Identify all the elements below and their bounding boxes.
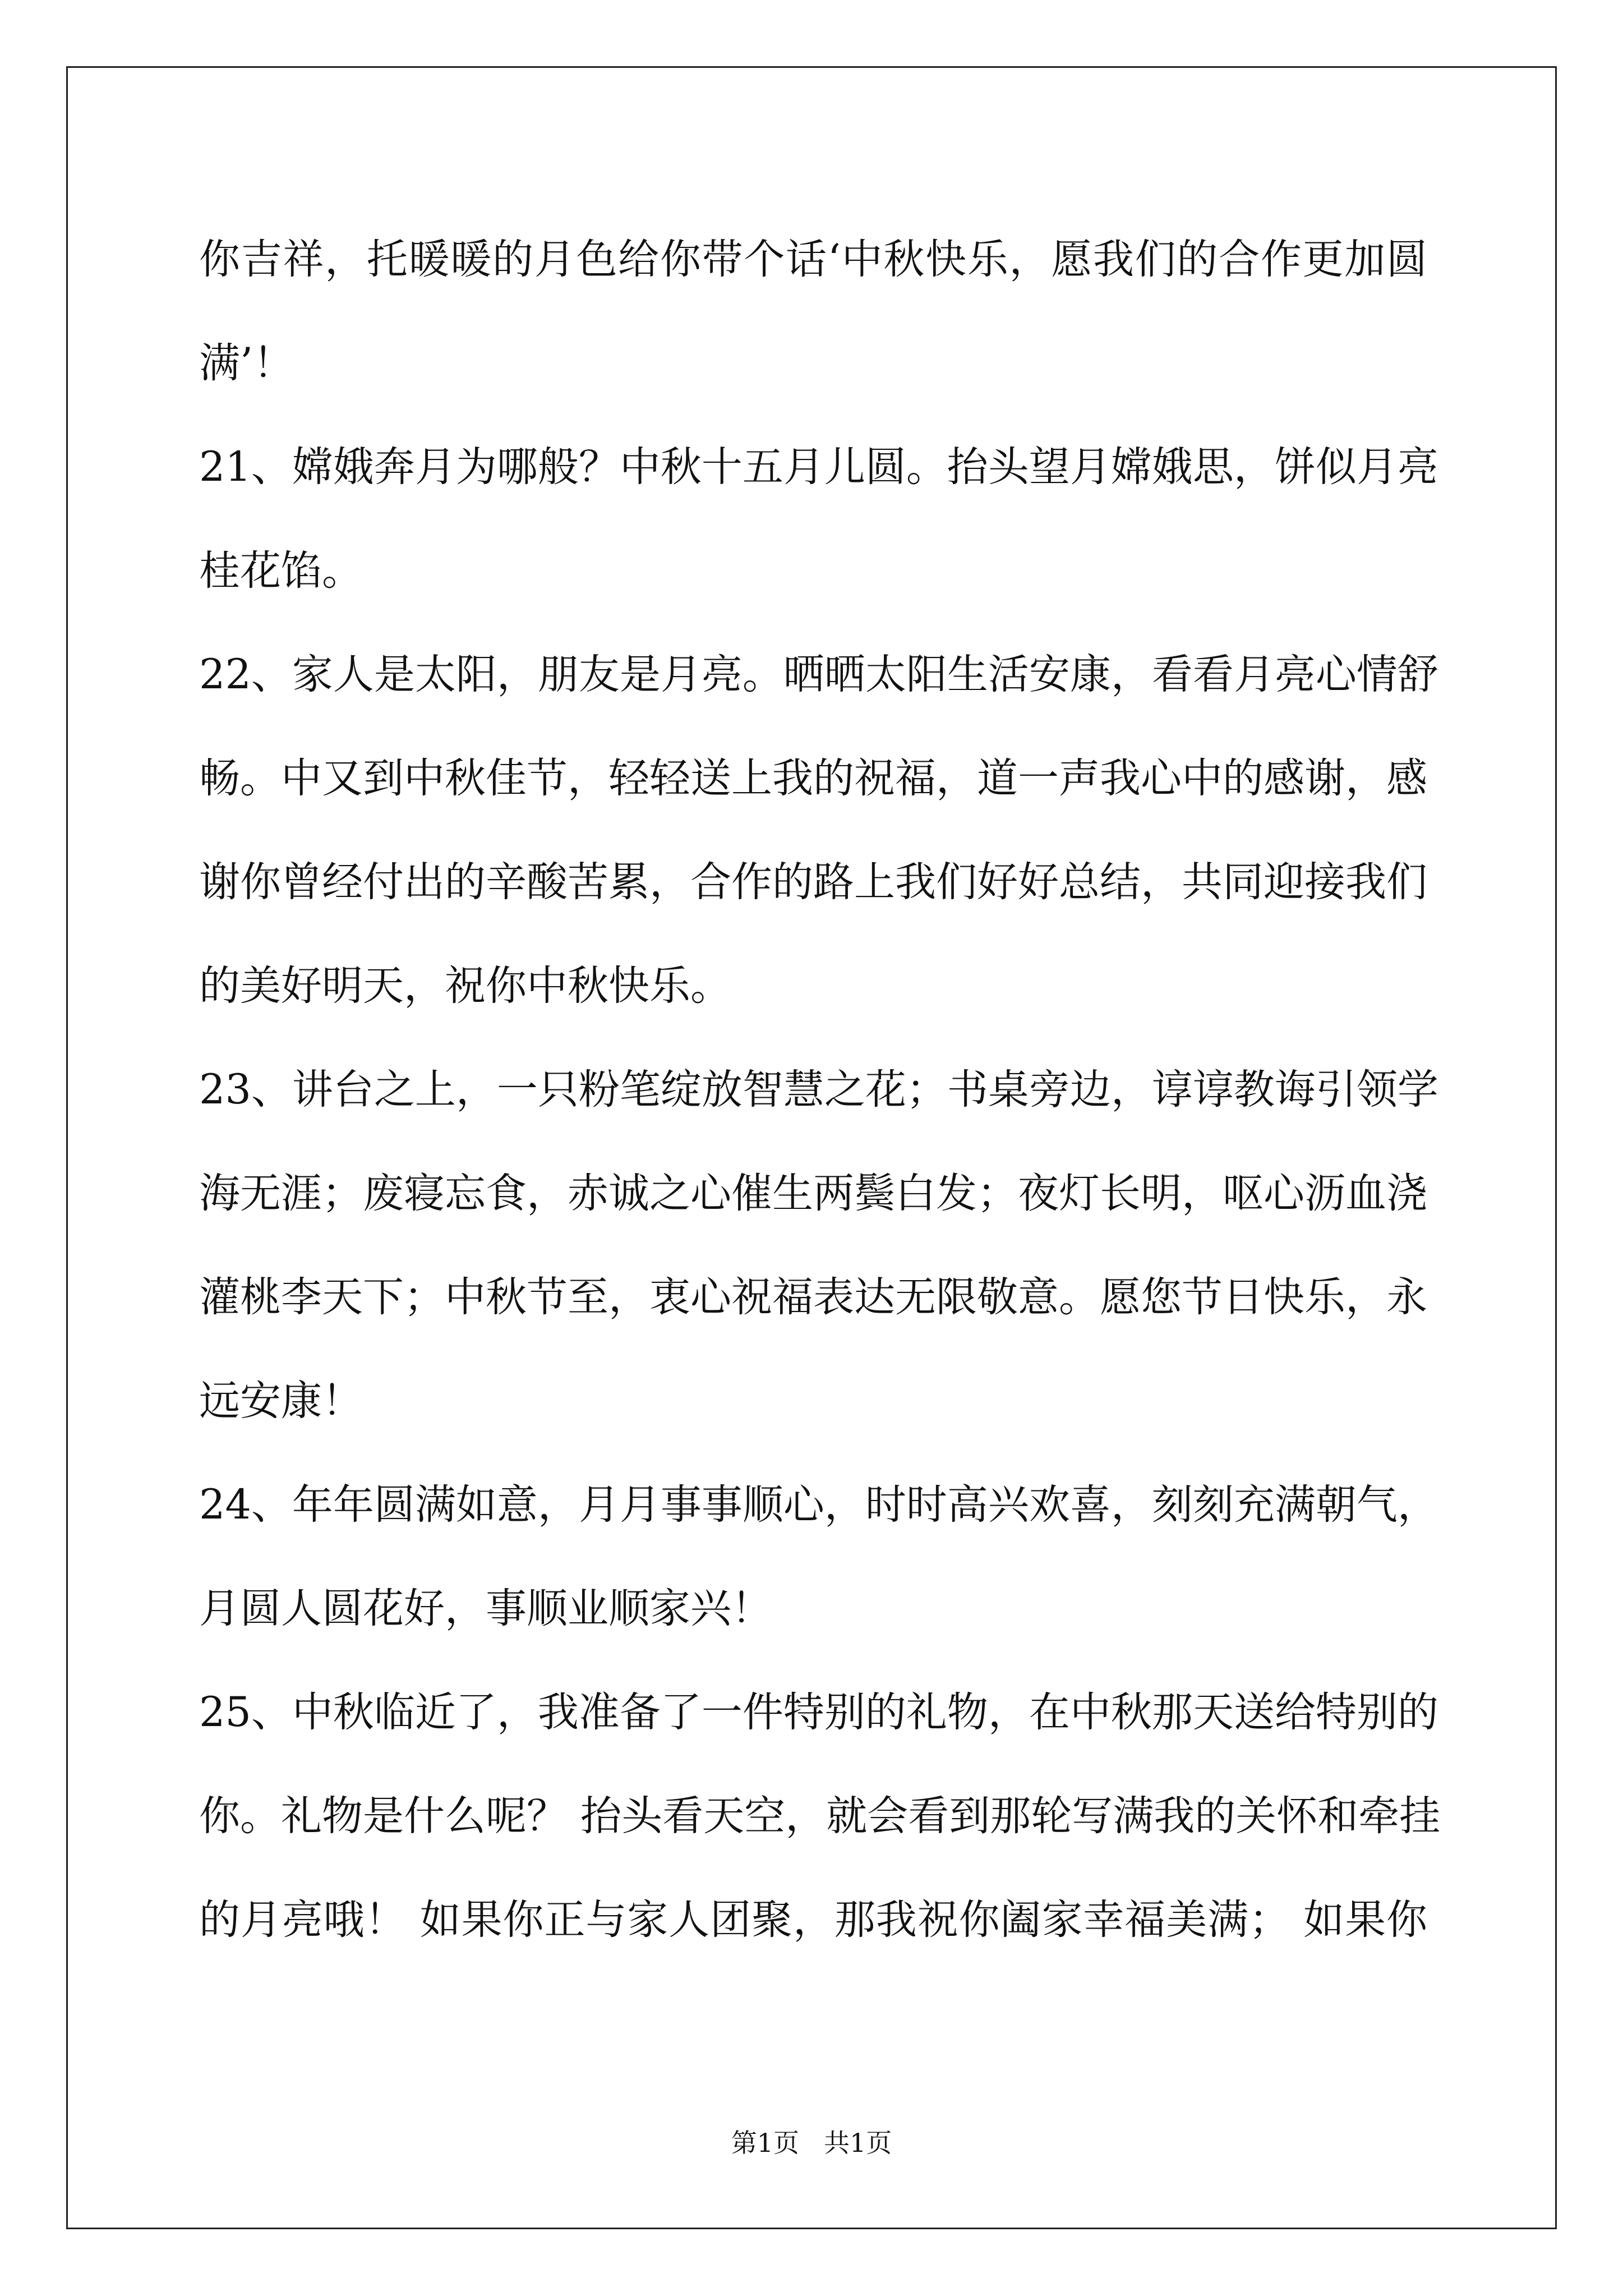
text-line: 你吉祥，托暖暖的月色给你带个话‘中秋快乐，愿我们的合作更加圆 <box>199 236 1428 283</box>
text-line: 灌桃李天下；中秋节至，衷心祝福表达无限敬意。愿您节日快乐，永 <box>199 1273 1427 1321</box>
text-line: 满’！ <box>199 339 294 387</box>
text-line: 海无涯；废寝忘食，赤诚之心催生两鬓白发；夜灯长明，呕心沥血浇 <box>199 1170 1427 1217</box>
page-footer <box>0 2126 1623 2160</box>
text-line: 你。礼物是什么呢？ 抬头看天空，就会看到那轮写满我的关怀和牵挂 <box>199 1792 1441 1840</box>
text-line: 21、嫦娥奔月为哪般？中秋十五月儿圆。抬头望月嫦娥思，饼似月亮 <box>199 443 1438 491</box>
text-line: 月圆人圆花好，事顺业顺家兴！ <box>199 1585 772 1632</box>
text-line: 的美好明天，祝你中秋快乐。 <box>199 962 731 1010</box>
text-line: 的月亮哦！ 如果你正与家人团聚，那我祝你阖家幸福美满； 如果你 <box>199 1896 1427 1944</box>
text-line: 桂花馅。 <box>199 547 363 595</box>
text-line: 25、中秋临近了，我准备了一件特别的礼物，在中秋那天送给特别的 <box>199 1688 1438 1736</box>
text-line: 24、年年圆满如意，月月事事顺心，时时高兴欢喜，刻刻充满朝气， <box>199 1481 1438 1529</box>
text-line: 谢你曾经付出的辛酸苦累，合作的路上我们好好总结，共同迎接我们 <box>199 858 1427 906</box>
page-number: 第1页 <box>731 2128 800 2158</box>
page-total: 共1页 <box>823 2128 892 2158</box>
text-line: 23、讲台之上，一只粉笔绽放智慧之花；书桌旁边，谆谆教诲引领学 <box>199 1066 1438 1114</box>
text-line: 畅。中又到中秋佳节，轻轻送上我的祝福，道一声我心中的感谢，感 <box>199 754 1427 802</box>
document-body <box>199 208 1441 1972</box>
text-line: 22、家人是太阳，朋友是月亮。晒晒太阳生活安康，看看月亮心情舒 <box>199 651 1438 698</box>
text-line: 远安康！ <box>199 1377 363 1425</box>
